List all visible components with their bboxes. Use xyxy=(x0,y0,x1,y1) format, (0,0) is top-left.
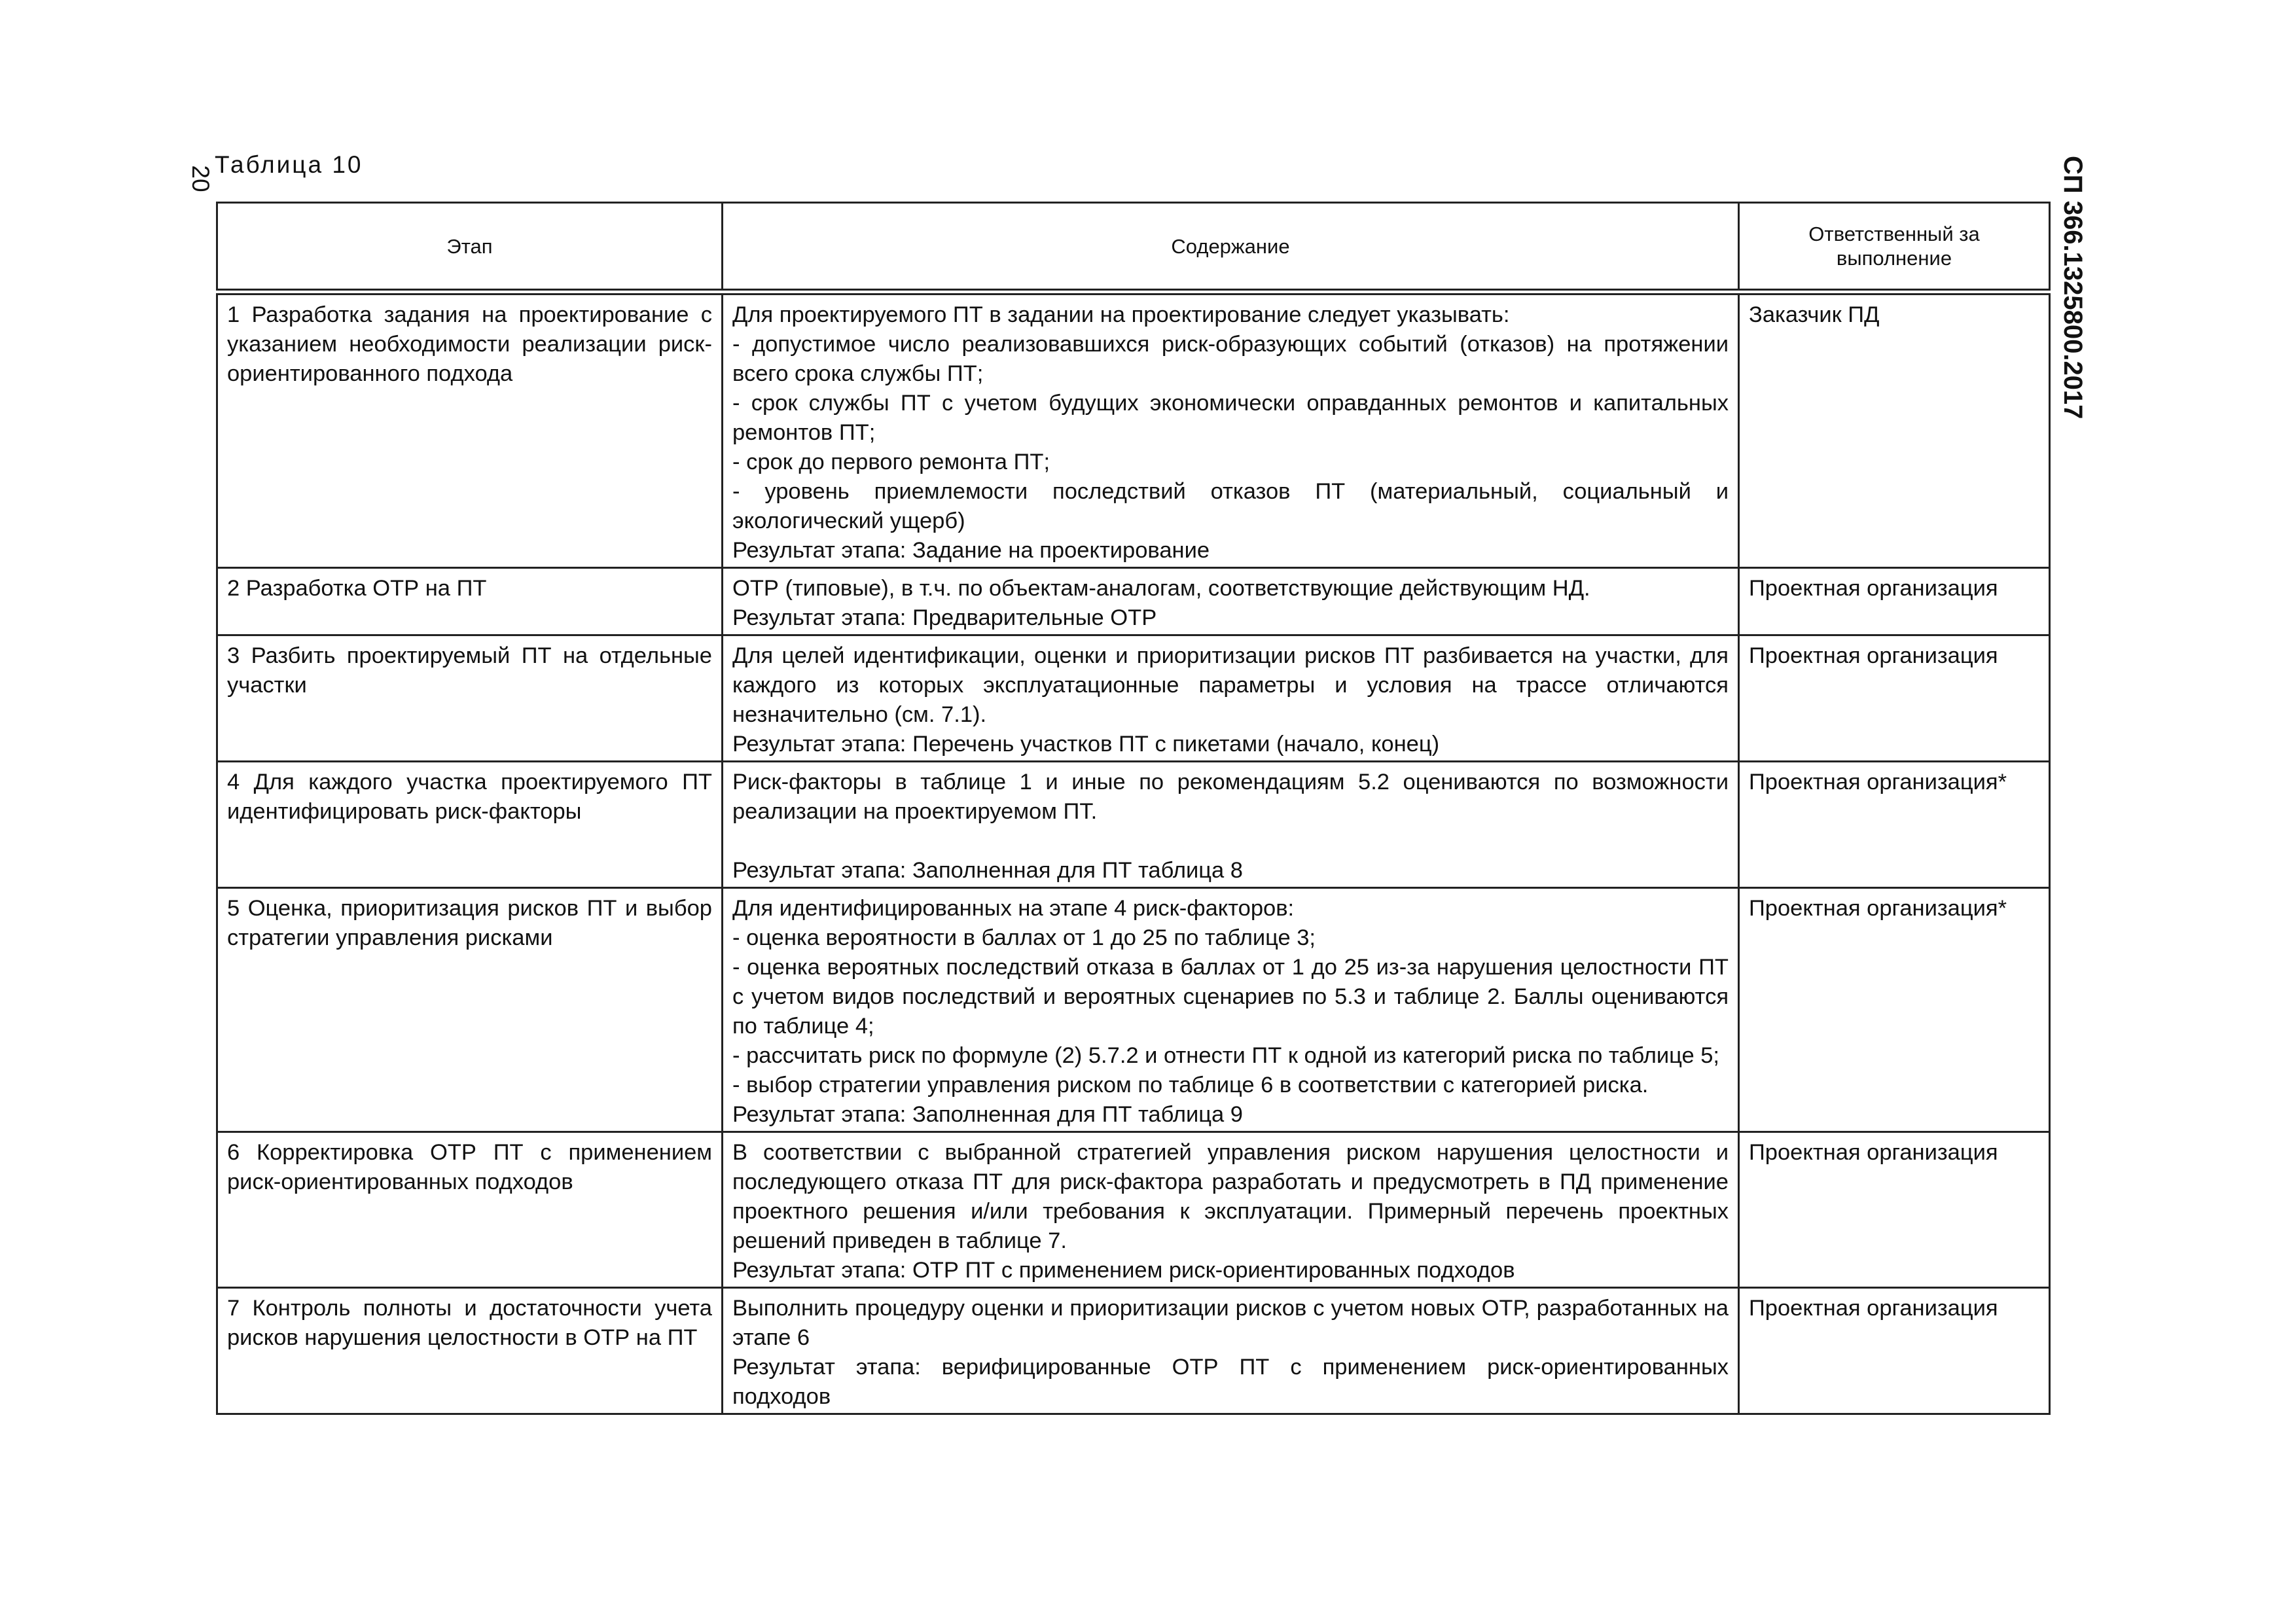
content-cell xyxy=(723,568,1739,635)
stages-table xyxy=(216,202,2051,1415)
content-line: В соответствии с выбранной стратегией управления риском нарушения целостности и последующего отказа ПТ для риск-фактора разработать и предусмотреть в ПД применение проектного решения и/или требования к эксплуатации. Примерный перечень проектных решений приведен в таблице 7. xyxy=(732,1140,1729,1253)
content-line: Для проектируемого ПТ в задании на проектирование следует указывать: xyxy=(732,302,1510,327)
result-line: Результат этапа: Задание на проектирование xyxy=(732,538,1210,563)
content-cell xyxy=(723,1132,1739,1288)
responsible-cell: Заказчик ПД xyxy=(1739,292,2050,568)
header-responsible: Ответственный за выполнение xyxy=(1739,203,2050,293)
content-cell xyxy=(723,888,1739,1132)
content-line: Для идентифицированных на этапе 4 риск-факторов: xyxy=(732,896,1295,921)
table-row xyxy=(217,1132,2050,1288)
responsible-cell: Проектная организация xyxy=(1739,1132,2050,1288)
responsible-cell: Проектная организация* xyxy=(1739,762,2050,888)
table-row xyxy=(217,292,2050,568)
table-row xyxy=(217,635,2050,762)
responsible-cell: Проектная организация xyxy=(1739,1288,2050,1414)
content-line: - рассчитать риск по формуле (2) 5.7.2 и отнести ПТ к одной из категорий риска по таблице 5; xyxy=(732,1043,1720,1068)
header-content: Содержание xyxy=(723,203,1739,293)
table-row xyxy=(217,888,2050,1132)
result-line: Результат этапа: верифицированные ОТР ПТ с применением риск-ориентированных подходов xyxy=(732,1355,1729,1409)
responsible-cell: Проектная организация xyxy=(1739,635,2050,762)
document-designation: СП 366.1325800.2017 xyxy=(2058,156,2087,419)
table-caption: Таблица 10 xyxy=(215,151,363,178)
result-line: Результат этапа: ОТР ПТ с применением риск-ориентированных подходов xyxy=(732,1258,1515,1283)
header-stage: Этап xyxy=(217,203,723,293)
stage-cell: 2 Разработка ОТР на ПТ xyxy=(217,568,723,635)
responsible-cell: Проектная организация* xyxy=(1739,888,2050,1132)
result-line: Результат этапа: Перечень участков ПТ с пикетами (начало, конец) xyxy=(732,732,1440,757)
content-cell xyxy=(723,1288,1739,1414)
blank-line xyxy=(732,827,1729,856)
content-line: - допустимое число реализовавшихся риск-образующих событий (отказов) на протяжении всего срока службы ПТ; xyxy=(732,332,1729,386)
content-line: ОТР (типовые), в т.ч. по объектам-аналогам, соответствующие действующим НД. xyxy=(732,576,1590,601)
content-line: - срок до первого ремонта ПТ; xyxy=(732,450,1050,474)
table-row xyxy=(217,762,2050,888)
table-header-row xyxy=(217,203,2050,293)
content-line: - уровень приемлемости последствий отказов ПТ (материальный, социальный и экологический ущерб) xyxy=(732,479,1729,533)
content-line: Выполнить процедуру оценки и приоритизации рисков с учетом новых ОТР, разработанных на этапе 6 xyxy=(732,1296,1729,1350)
content-line: Риск-факторы в таблице 1 и иные по рекомендациям 5.2 оцениваются по возможности реализации на проектируемом ПТ. xyxy=(732,770,1729,824)
responsible-cell: Проектная организация xyxy=(1739,568,2050,635)
content-line: - оценка вероятных последствий отказа в баллах от 1 до 25 из-за нарушения целостности ПТ с учетом видов последствий и вероятных сценариев по 5.3 и таблице 2. Баллы оцениваются по таблице 4; xyxy=(732,955,1729,1039)
stage-cell: 4 Для каждого участка проектируемого ПТ идентифицировать риск-факторы xyxy=(217,762,723,888)
content-line: - оценка вероятности в баллах от 1 до 25 по таблице 3; xyxy=(732,925,1316,950)
table-row xyxy=(217,568,2050,635)
stage-cell: 1 Разработка задания на проектирование с указанием необходимости реализации риск-ориентированного подхода xyxy=(217,292,723,568)
page-number: 20 xyxy=(187,165,214,192)
table-row xyxy=(217,1288,2050,1414)
content-cell xyxy=(723,635,1739,762)
stage-cell: 6 Корректировка ОТР ПТ с применением риск-ориентированных подходов xyxy=(217,1132,723,1288)
content-cell xyxy=(723,762,1739,888)
content-line: - выбор стратегии управления риском по таблице 6 в соответствии с категорией риска. xyxy=(732,1073,1649,1097)
result-line: Результат этапа: Заполненная для ПТ таблица 8 xyxy=(732,858,1243,883)
content-line: Для целей идентификации, оценки и приоритизации рисков ПТ разбивается на участки, для каждого из которых эксплуатационные параметры и условия на трассе отличаются незначительно (см. 7.1). xyxy=(732,643,1729,727)
stage-cell: 5 Оценка, приоритизация рисков ПТ и выбор стратегии управления рисками xyxy=(217,888,723,1132)
stage-cell: 3 Разбить проектируемый ПТ на отдельные участки xyxy=(217,635,723,762)
result-line: Результат этапа: Заполненная для ПТ таблица 9 xyxy=(732,1102,1243,1127)
result-line: Результат этапа: Предварительные ОТР xyxy=(732,605,1157,630)
content-cell xyxy=(723,292,1739,568)
content-line: - срок службы ПТ с учетом будущих экономически оправданных ремонтов и капитальных ремонтов ПТ; xyxy=(732,391,1729,445)
stage-cell: 7 Контроль полноты и достаточности учета рисков нарушения целостности в ОТР на ПТ xyxy=(217,1288,723,1414)
